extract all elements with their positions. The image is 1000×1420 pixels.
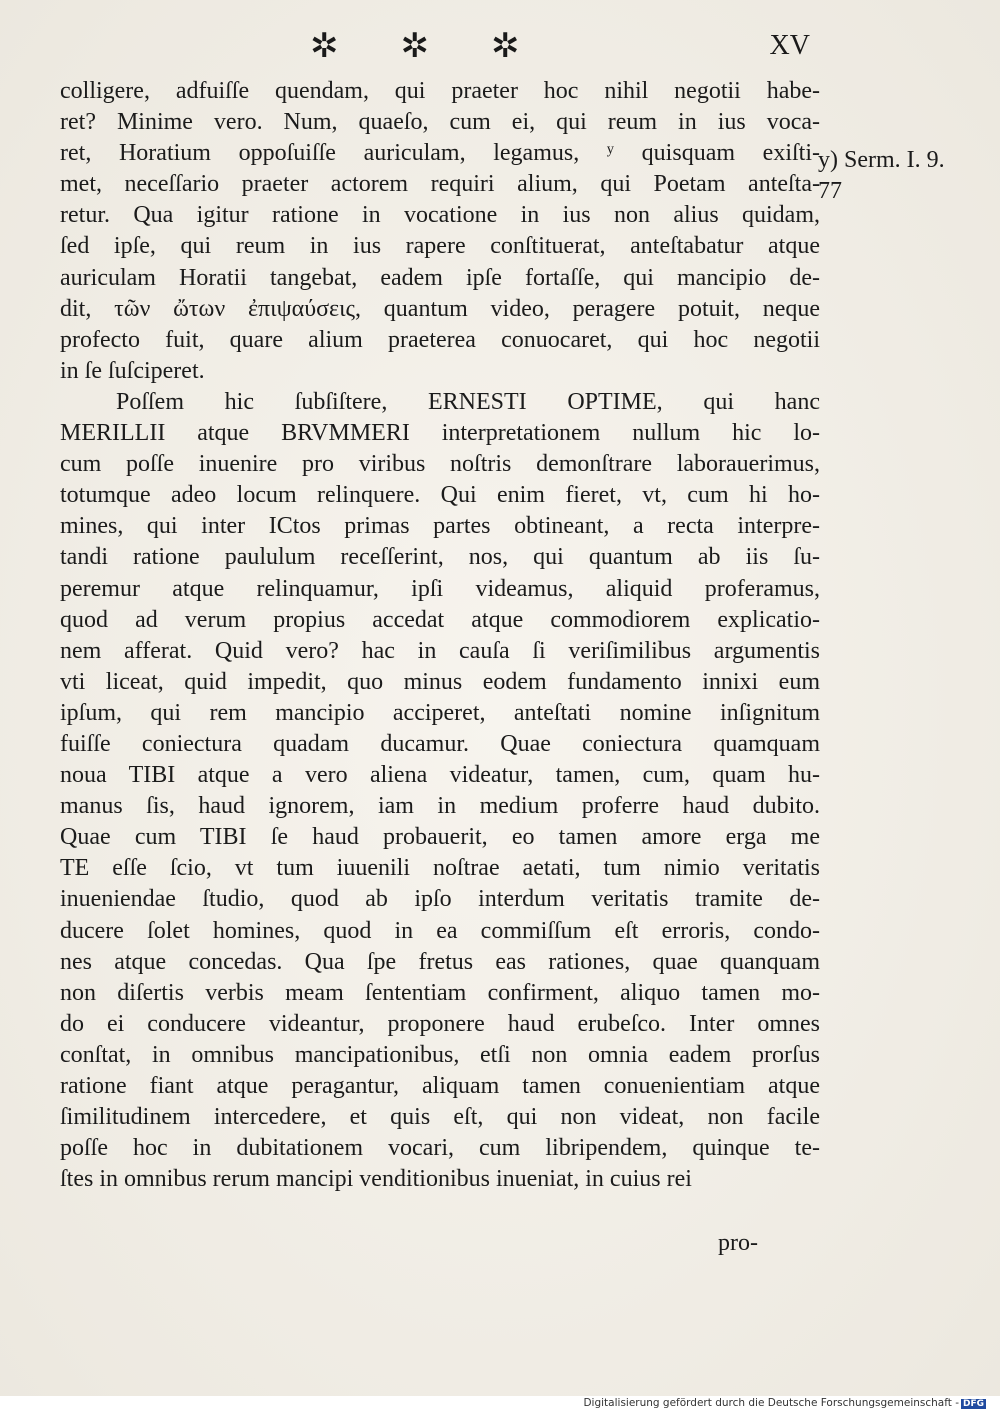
text-line: mines, qui inter ICtos primas partes obtineant, a recta interpre- — [60, 513, 820, 540]
text-line: ret? Minime vero. Num, quaeſo, cum ei, qui reum in ius voca- — [60, 109, 820, 136]
text-line: ret, Horatium oppoſuiſſe auriculam, legamus, ʸ quisquam exiſti- — [60, 140, 820, 167]
text-line: totumque adeo locum relinquere. Qui enim fieret, vt, cum hi ho- — [60, 482, 820, 509]
text-line: TE eſſe ſcio, vt tum iuuenili noſtrae aetati, tum nimio veritatis — [60, 855, 820, 882]
text-line: ipſum, qui rem mancipio acciperet, anteſtati nomine inſignitum — [60, 699, 820, 726]
text-line: in ſe ſuſciperet. — [60, 357, 205, 384]
margin-note-citation: y) Serm. I. 9. — [818, 147, 945, 173]
margin-note — [818, 145, 945, 207]
text-line: peremur atque relinquamur, ipſi videamus, aliquid proferamus, — [60, 575, 820, 602]
dfg-logo-icon: DFG — [962, 1399, 984, 1409]
text-line: auriculam Horatii tangebat, eadem ipſe fortaſſe, qui mancipio de- — [60, 264, 820, 291]
dfg-credit-text: Digitalisierung gefördert durch die Deutsche Forschungsgemeinschaft - — [583, 1397, 959, 1409]
text-line: ſtes in omnibus rerum mancipi venditionibus inueniat, in cuius rei — [60, 1166, 692, 1193]
text-line: nem afferat. Quid vero? hac in cauſa ſi veriſimilibus argumentis — [60, 637, 820, 664]
text-line: cum poſſe inuenire pro viribus noſtris demonſtrare laborauerimus, — [60, 451, 820, 478]
text-line: fuiſſe coniectura quadam ducamur. Quae coniectura quamquam — [60, 730, 820, 757]
text-line: conſtat, in omnibus mancipationibus, etſi non omnia eadem prorſus — [60, 1041, 820, 1068]
text-line: Poſſem hic ſubſiſtere, ERNESTI OPTIME, qui hanc — [116, 388, 820, 415]
ornament-stars: ✲✲✲ — [310, 26, 582, 66]
text-line: Quae cum TIBI ſe haud probauerit, eo tamen amore erga me — [60, 824, 820, 851]
text-line: inueniendae ſtudio, quod ab ipſo interdum veritatis tramite de- — [60, 886, 820, 913]
text-line: retur. Qua igitur ratione in vocatione in ius non alius quidam, — [60, 202, 820, 229]
text-line: profecto fuit, quare alium praeterea conuocaret, qui hoc negotii — [60, 326, 820, 353]
page-header — [0, 22, 1000, 72]
text-line: quod ad verum propius accedat atque commodiorem explicatio- — [60, 606, 820, 633]
text-line: colligere, adfuiſſe quendam, qui praeter hoc nihil negotii habe- — [60, 78, 820, 104]
text-line: ſimilitudinem intercedere, et quis eſt, qui non videat, non facile — [60, 1104, 820, 1131]
catchword: pro- — [718, 1230, 758, 1256]
text-line: ſed ipſe, qui reum in ius rapere conſtituerat, anteſtabatur atque — [60, 233, 820, 260]
text-line: MERILLII atque BRVMMERI interpretationem nullum hic lo- — [60, 420, 820, 447]
page-number: XV — [769, 30, 810, 61]
text-line: do ei conducere videantur, proponere haud erubeſco. Inter omnes — [60, 1010, 820, 1037]
text-line: nes atque concedas. Qua ſpe fretus eas rationes, quae quanquam — [60, 948, 820, 975]
text-line: tandi ratione paululum receſſerint, nos, qui quantum ab iis ſu- — [60, 544, 820, 571]
text-line: noua TIBI atque a vero aliena videatur, tamen, cum, quam hu- — [60, 762, 820, 789]
text-line: manus ſis, haud ignorem, iam in medium proferre haud dubito. — [60, 793, 820, 820]
text-line: poſſe hoc in dubitationem vocari, cum libripendem, quinque te- — [60, 1135, 820, 1162]
text-line: met, neceſſario praeter actorem requiri alium, qui Poetam anteſta- — [60, 171, 820, 198]
text-line: dit, τῶν ὤτων ἐπιψαύσεις, quantum video, peragere potuit, neque — [60, 295, 820, 322]
text-line: ratione fiant atque peragantur, aliquam tamen conuenientiam atque — [60, 1073, 820, 1099]
text-line: non diſertis verbis meam ſententiam confirment, aliquo tamen mo- — [60, 979, 820, 1006]
text-line: vti liceat, quid impedit, quo minus eodem fundamento innixi eum — [60, 668, 820, 695]
dfg-credit — [581, 1396, 988, 1410]
margin-note-verse: 77 — [818, 178, 842, 204]
body-text — [60, 76, 820, 1195]
text-line: ducere ſolet homines, quod in ea commiſſum eſt erroris, condo- — [60, 917, 820, 944]
